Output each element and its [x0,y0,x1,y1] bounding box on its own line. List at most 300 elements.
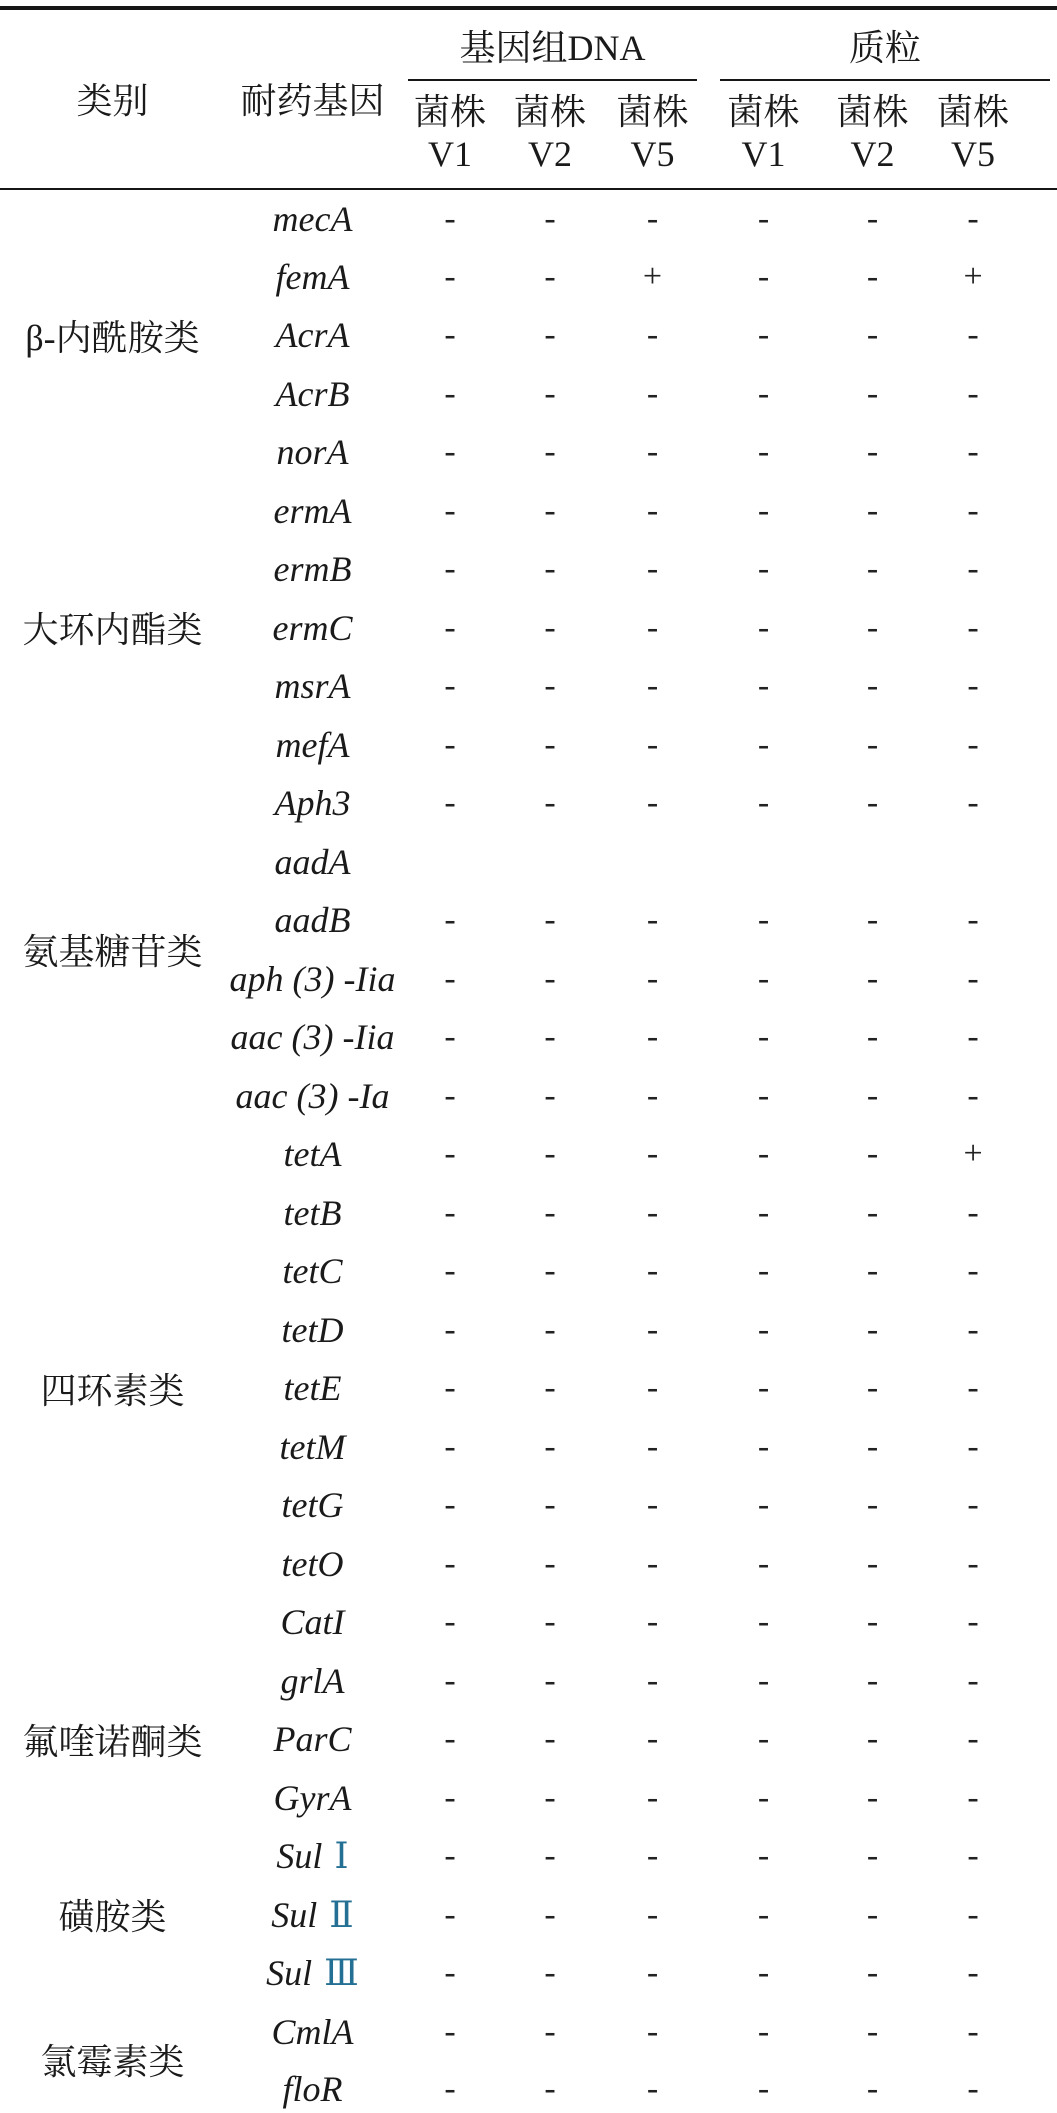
table-row [0,1827,1057,1886]
result-cell: - [646,784,659,822]
result-cell: - [544,1427,556,1465]
result-cell: - [646,1427,659,1465]
gene-name: CmlA [271,2011,354,2052]
result-cell: - [866,1076,879,1114]
result-cell: - [444,1895,456,1933]
header-strain-plasmid-v5 [923,81,1057,189]
category-cell: 四环素类 [40,1370,185,1411]
result-cell: - [544,1310,556,1348]
result-cell: - [444,1837,456,1875]
result-cell [600,832,705,891]
header-strain-plasmid-v1 [705,81,822,189]
strain-id: V5 [951,134,996,175]
gene-cell [225,598,400,657]
result-cell: - [544,784,556,822]
result-cell: - [967,1837,979,1875]
result-cell: - [866,550,879,588]
result-cell: - [866,1310,879,1348]
result-cell: - [444,1076,456,1114]
result-cell: - [646,1778,659,1816]
result-cell: - [646,1954,659,1992]
category-cell: 大环内酯类 [22,610,203,651]
result-cell: - [866,1603,879,1641]
table-body [0,189,1057,2113]
result-cell: - [757,1252,770,1290]
result-cell: - [967,2070,979,2108]
result-cell: - [757,959,770,997]
result-cell: - [544,199,556,237]
result-cell: - [444,1486,456,1524]
result-cell: - [967,199,979,237]
result-cell: - [544,374,556,412]
result-cell: - [967,550,979,588]
result-cell: - [646,1018,659,1056]
gene-cell [225,774,400,833]
result-cell: - [967,1603,979,1641]
result-cell: - [646,2012,659,2050]
gene-name: aac (3) -Ia [235,1075,390,1116]
result-cell: - [967,1954,979,1992]
result-cell: - [866,1895,879,1933]
resistance-gene-table [0,6,1057,2113]
result-cell: - [544,1603,556,1641]
table-row [0,481,1057,540]
result-cell: - [757,608,770,646]
result-cell: - [544,1018,556,1056]
result-cell: - [544,959,556,997]
strain-label: 菌株 [413,92,486,132]
gene-name: grlA [280,1660,345,1701]
category-cell: 氨基糖苷类 [22,931,203,972]
result-cell: + [963,1135,983,1173]
result-cell: - [866,667,879,705]
table-row [0,2002,1057,2061]
result-cell: - [967,901,979,939]
gene-cell [225,1066,400,1125]
result-cell: - [646,1544,659,1582]
result-cell: - [444,1193,456,1231]
header-resistance-gene: 耐药基因 [225,8,400,189]
gene-name: aadB [274,900,351,941]
result-cell: - [544,316,556,354]
table-row [0,1651,1057,1710]
result-cell: - [967,1778,979,1816]
result-cell: - [544,1135,556,1173]
result-cell: - [646,1720,659,1758]
result-cell: - [967,608,979,646]
gene-name: Sul [276,1836,323,1877]
category-cell: β-内酰胺类 [25,318,200,359]
result-cell: - [646,1076,659,1114]
result-cell: - [967,1486,979,1524]
result-cell: - [757,784,770,822]
result-cell: - [544,1486,556,1524]
gene-name: tetB [283,1192,342,1233]
result-cell: - [544,1369,556,1407]
result-cell: - [444,2070,456,2108]
result-cell: - [544,257,556,295]
gene-cell [225,1242,400,1301]
gene-cell [225,657,400,716]
result-cell: - [544,1954,556,1992]
gene-cell [225,832,400,891]
gene-name: ParC [273,1719,352,1760]
result-cell: - [757,1603,770,1641]
result-cell: - [544,433,556,471]
result-cell: - [646,316,659,354]
result-cell: - [444,1252,456,1290]
result-cell: - [866,1837,879,1875]
gene-cell [225,949,400,1008]
result-cell: - [444,725,456,763]
gene-cell [225,1359,400,1418]
gene-cell [225,306,400,365]
result-cell: - [757,1720,770,1758]
gene-cell [225,1476,400,1535]
result-cell: - [967,1661,979,1699]
result-cell: - [646,1661,659,1699]
result-cell: - [967,1193,979,1231]
result-cell: - [757,1427,770,1465]
result-cell: - [444,316,456,354]
header-group-genomic-dna-label: 基因组DNA [408,10,697,81]
gene-name: tetC [282,1251,343,1292]
gene-cell [225,891,400,950]
gene-name: GyrA [273,1777,352,1818]
result-cell: - [444,1018,456,1056]
result-cell: - [866,725,879,763]
gene-name: mecA [272,198,353,239]
gene-name: aadA [274,841,351,882]
result-cell [400,832,500,891]
gene-name: ermA [273,490,352,531]
header-strain-plasmid-v2 [822,81,923,189]
header-strain-genomic-v1 [400,81,500,189]
result-cell: - [866,1193,879,1231]
result-cell: - [544,901,556,939]
result-cell: - [866,959,879,997]
result-cell: - [757,1369,770,1407]
strain-id: V2 [850,134,895,175]
result-cell: - [544,1193,556,1231]
result-cell: - [757,433,770,471]
roman-numeral: Ⅲ [324,1953,359,1994]
result-cell: - [967,959,979,997]
result-cell: - [967,1720,979,1758]
result-cell: - [866,1369,879,1407]
result-cell: - [646,1603,659,1641]
result-cell: - [444,374,456,412]
result-cell: - [646,199,659,237]
gene-name: aph (3) -Iia [229,958,396,999]
gene-name: tetG [281,1485,344,1526]
result-cell: - [544,1076,556,1114]
gene-name: floR [282,2069,343,2110]
gene-cell [225,1944,400,2003]
result-cell: - [866,1661,879,1699]
gene-cell [225,1710,400,1769]
result-cell: - [967,1252,979,1290]
category-cell: 氟喹诺酮类 [22,1721,203,1762]
result-cell: - [757,2070,770,2108]
result-cell: - [646,725,659,763]
result-cell: - [757,1778,770,1816]
gene-cell [225,423,400,482]
gene-cell [225,1651,400,1710]
result-cell: - [444,1427,456,1465]
result-cell: - [757,901,770,939]
result-cell: - [757,1544,770,1582]
result-cell: - [444,433,456,471]
result-cell: - [866,316,879,354]
strain-id: V1 [428,134,472,175]
gene-name: tetM [279,1426,346,1467]
result-cell: - [444,1661,456,1699]
strain-id: V1 [741,134,786,175]
result-cell: - [757,1661,770,1699]
gene-name: mefA [275,724,350,765]
result-cell: - [444,1310,456,1348]
result-cell: - [544,1720,556,1758]
result-cell: - [757,1018,770,1056]
gene-cell [225,2002,400,2061]
category-cell: 氯霉素类 [40,2042,185,2083]
result-cell: - [967,433,979,471]
result-cell: - [544,608,556,646]
gene-name: tetO [281,1543,344,1584]
gene-name: tetA [283,1134,342,1175]
strain-id: V2 [528,134,572,175]
strain-label: 菌株 [937,92,1010,132]
gene-cell [225,1300,400,1359]
gene-cell [225,1593,400,1652]
gene-cell [225,189,400,248]
result-cell: - [444,1720,456,1758]
gene-name: norA [276,432,349,473]
gene-name: Aph3 [274,783,351,824]
gene-cell [225,1417,400,1476]
result-cell: - [866,1486,879,1524]
result-cell: - [866,1018,879,1056]
gene-cell [225,1183,400,1242]
gene-cell [225,364,400,423]
header-group-genomic-dna [400,8,705,81]
result-cell: - [444,491,456,529]
result-cell: + [642,257,663,295]
header-group-plasmid-label: 质粒 [720,10,1050,81]
result-cell: - [967,1369,979,1407]
result-cell: - [967,784,979,822]
gene-cell [225,1768,400,1827]
result-cell: - [444,257,456,295]
result-cell: - [544,1661,556,1699]
table-header [0,8,1057,189]
result-cell: - [866,608,879,646]
result-cell: - [544,1252,556,1290]
result-cell: - [757,725,770,763]
result-cell: - [444,667,456,705]
result-cell: - [646,1486,659,1524]
result-cell: - [757,257,770,295]
table-row [0,774,1057,833]
result-cell: - [967,1427,979,1465]
result-cell: - [544,2070,556,2108]
header-strain-genomic-v2 [500,81,600,189]
gene-name: Sul [271,1894,318,1935]
result-cell: - [967,725,979,763]
category-cell: 磺胺类 [58,1897,167,1938]
result-cell: - [967,1076,979,1114]
result-cell: - [544,491,556,529]
gene-name: ermC [272,607,353,648]
result-cell: - [444,784,456,822]
result-cell: - [967,1018,979,1056]
result-cell: - [967,1310,979,1348]
result-cell: - [757,1076,770,1114]
gene-cell [225,247,400,306]
result-cell: - [444,2012,456,2050]
result-cell: - [444,199,456,237]
gene-cell [225,481,400,540]
result-cell: - [866,1720,879,1758]
result-cell: - [866,374,879,412]
result-cell: - [646,667,659,705]
gene-name: AcrB [275,373,350,414]
header-row-groups [0,8,1057,81]
gene-cell [225,1008,400,1067]
strain-label: 菌株 [836,92,909,132]
result-cell: - [444,1954,456,1992]
gene-cell [225,540,400,599]
gene-cell [225,715,400,774]
result-cell: - [646,1310,659,1348]
result-cell: - [757,550,770,588]
gene-cell [225,1885,400,1944]
result-cell: - [444,901,456,939]
result-cell: - [866,433,879,471]
result-cell: - [646,1135,659,1173]
result-cell: - [967,316,979,354]
gene-name: tetE [283,1368,342,1409]
strain-label: 菌株 [513,92,586,132]
strain-id: V5 [630,134,675,175]
result-cell: - [646,2070,659,2108]
result-cell: - [544,1778,556,1816]
result-cell: - [444,1544,456,1582]
result-cell: - [444,959,456,997]
result-cell: - [967,491,979,529]
result-cell: - [866,1954,879,1992]
gene-name: femA [275,256,350,297]
gene-cell [225,1827,400,1886]
gene-name: Sul [266,1953,313,1994]
result-cell: - [646,550,659,588]
result-cell: - [757,1135,770,1173]
result-cell: - [646,901,659,939]
result-cell [923,832,1057,891]
result-cell: - [646,1252,659,1290]
result-cell: - [444,1603,456,1641]
result-cell: - [967,667,979,705]
result-cell: - [444,1369,456,1407]
gene-cell [225,2061,400,2113]
result-cell: - [866,257,879,295]
roman-numeral: Ⅰ [334,1836,349,1877]
result-cell: - [866,199,879,237]
header-category: 类别 [0,8,225,189]
result-cell: - [646,1895,659,1933]
result-cell: - [757,667,770,705]
result-cell: - [444,550,456,588]
result-cell: - [646,374,659,412]
result-cell: - [544,1895,556,1933]
result-cell: - [544,1837,556,1875]
result-cell: - [757,1837,770,1875]
result-cell: - [757,374,770,412]
result-cell: - [866,1778,879,1816]
result-cell: - [544,2012,556,2050]
result-cell: + [963,257,983,295]
gene-cell [225,1534,400,1593]
result-cell: - [544,1544,556,1582]
result-cell: - [866,1544,879,1582]
result-cell: - [866,901,879,939]
result-cell: - [757,316,770,354]
result-cell: - [967,2012,979,2050]
result-cell: - [757,1954,770,1992]
result-cell: - [757,199,770,237]
result-cell: - [967,1895,979,1933]
result-cell [705,832,822,891]
gene-name: AcrA [275,315,350,356]
result-cell: - [866,2012,879,2050]
result-cell: - [544,725,556,763]
strain-label: 菌株 [616,92,689,132]
result-cell: - [866,784,879,822]
header-group-plasmid [705,8,1057,81]
gene-name: CatI [280,1602,345,1643]
result-cell: - [646,1369,659,1407]
result-cell: - [866,491,879,529]
result-cell [822,832,923,891]
result-cell: - [757,1310,770,1348]
result-cell: - [757,1486,770,1524]
result-cell: - [646,433,659,471]
result-cell: - [866,1252,879,1290]
result-cell: - [444,1135,456,1173]
result-cell: - [757,491,770,529]
result-cell: - [757,1895,770,1933]
result-cell: - [967,374,979,412]
result-cell: - [444,1778,456,1816]
result-cell: - [866,2070,879,2108]
result-cell: - [866,1135,879,1173]
gene-cell [225,1125,400,1184]
result-cell: - [967,1544,979,1582]
result-cell: - [544,667,556,705]
result-cell: - [646,491,659,529]
result-cell: - [444,608,456,646]
result-cell: - [757,1193,770,1231]
result-cell [500,832,600,891]
roman-numeral: Ⅱ [329,1894,354,1935]
gene-name: msrA [274,666,351,707]
header-strain-genomic-v5 [600,81,705,189]
gene-name: ermB [273,549,352,590]
strain-label: 菌株 [727,92,800,132]
result-cell: - [646,1193,659,1231]
result-cell: - [544,550,556,588]
